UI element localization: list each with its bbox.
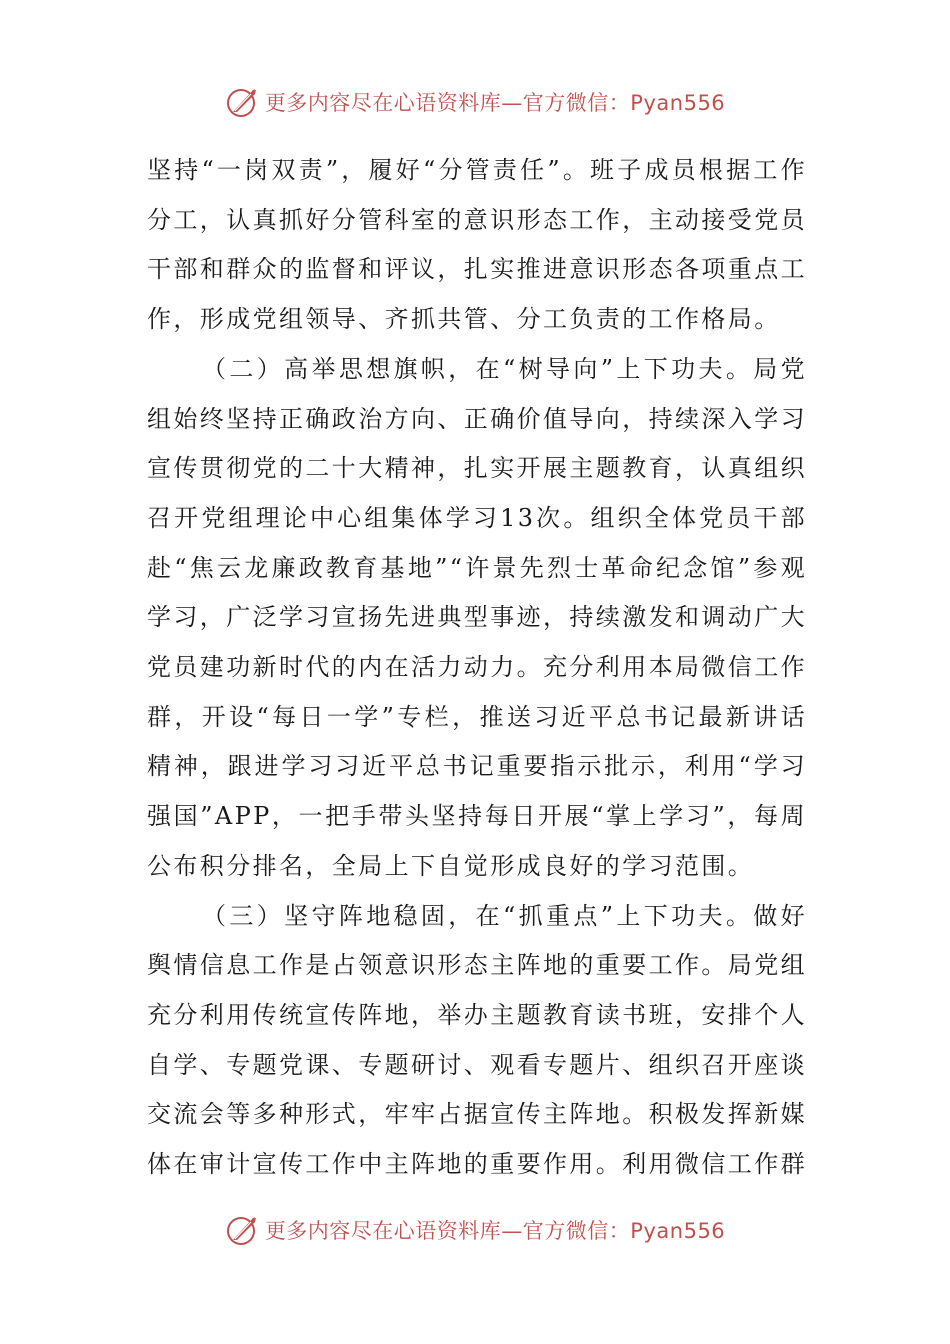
- header-watermark: [0, 84, 950, 120]
- footer-watermark: [0, 1212, 950, 1248]
- paragraph-2: （二）高举思想旗帜，在“树导向”上下功夫。局党组始终坚持正确政治方向、正确价值导向，持续深入学习宣传贯彻党的二十大精神，扎实开展主题教育，认真组织召开党组理论中心组集体学习13次。组织全体党员干部赴“焦云龙廉政教育基地”“许景先烈士革命纪念馆”参观学习，广泛学习宣扬先进典型事迹，持续激发和调动广大党员建功新时代的内在活力动力。充分利用本局微信工作群，开设“每日一学”专栏，推送习近平总书记最新讲话精神，跟进学习习近平总书记重要指示批示，利用“学习强国”APP，一把手带头坚持每日开展“掌上学习”，每周公布积分排名，全局上下自觉形成良好的学习范围。: [147, 354, 807, 880]
- document-body: [147, 146, 807, 1190]
- quill-logo-icon: [225, 84, 261, 120]
- watermark-text: 更多内容尽在心语资料库—官方微信：Pyan556: [264, 1219, 726, 1243]
- quill-logo-icon: [225, 1212, 261, 1248]
- paragraph-3: （三）坚守阵地稳固，在“抓重点”上下功夫。做好舆情信息工作是占领意识形态主阵地的重要工作。局党组充分利用传统宣传阵地，举办主题教育读书班，安排个人自学、专题党课、专题研讨、观看专题片、组织召开座谈交流会等多种形式，牢牢占据宣传主阵地。积极发挥新媒体在审计宣传工作中主阵地的重要作用。利用微信工作群: [147, 901, 807, 1179]
- watermark-text: 更多内容尽在心语资料库—官方微信：Pyan556: [264, 91, 726, 115]
- paragraph-1: 坚持“一岗双责”，履好“分管责任”。班子成员根据工作分工，认真抓好分管科室的意识形态工作，主动接受党员干部和群众的监督和评议，扎实推进意识形态各项重点工作，形成党组领导、齐抓共管、分工负责的工作格局。: [147, 156, 807, 334]
